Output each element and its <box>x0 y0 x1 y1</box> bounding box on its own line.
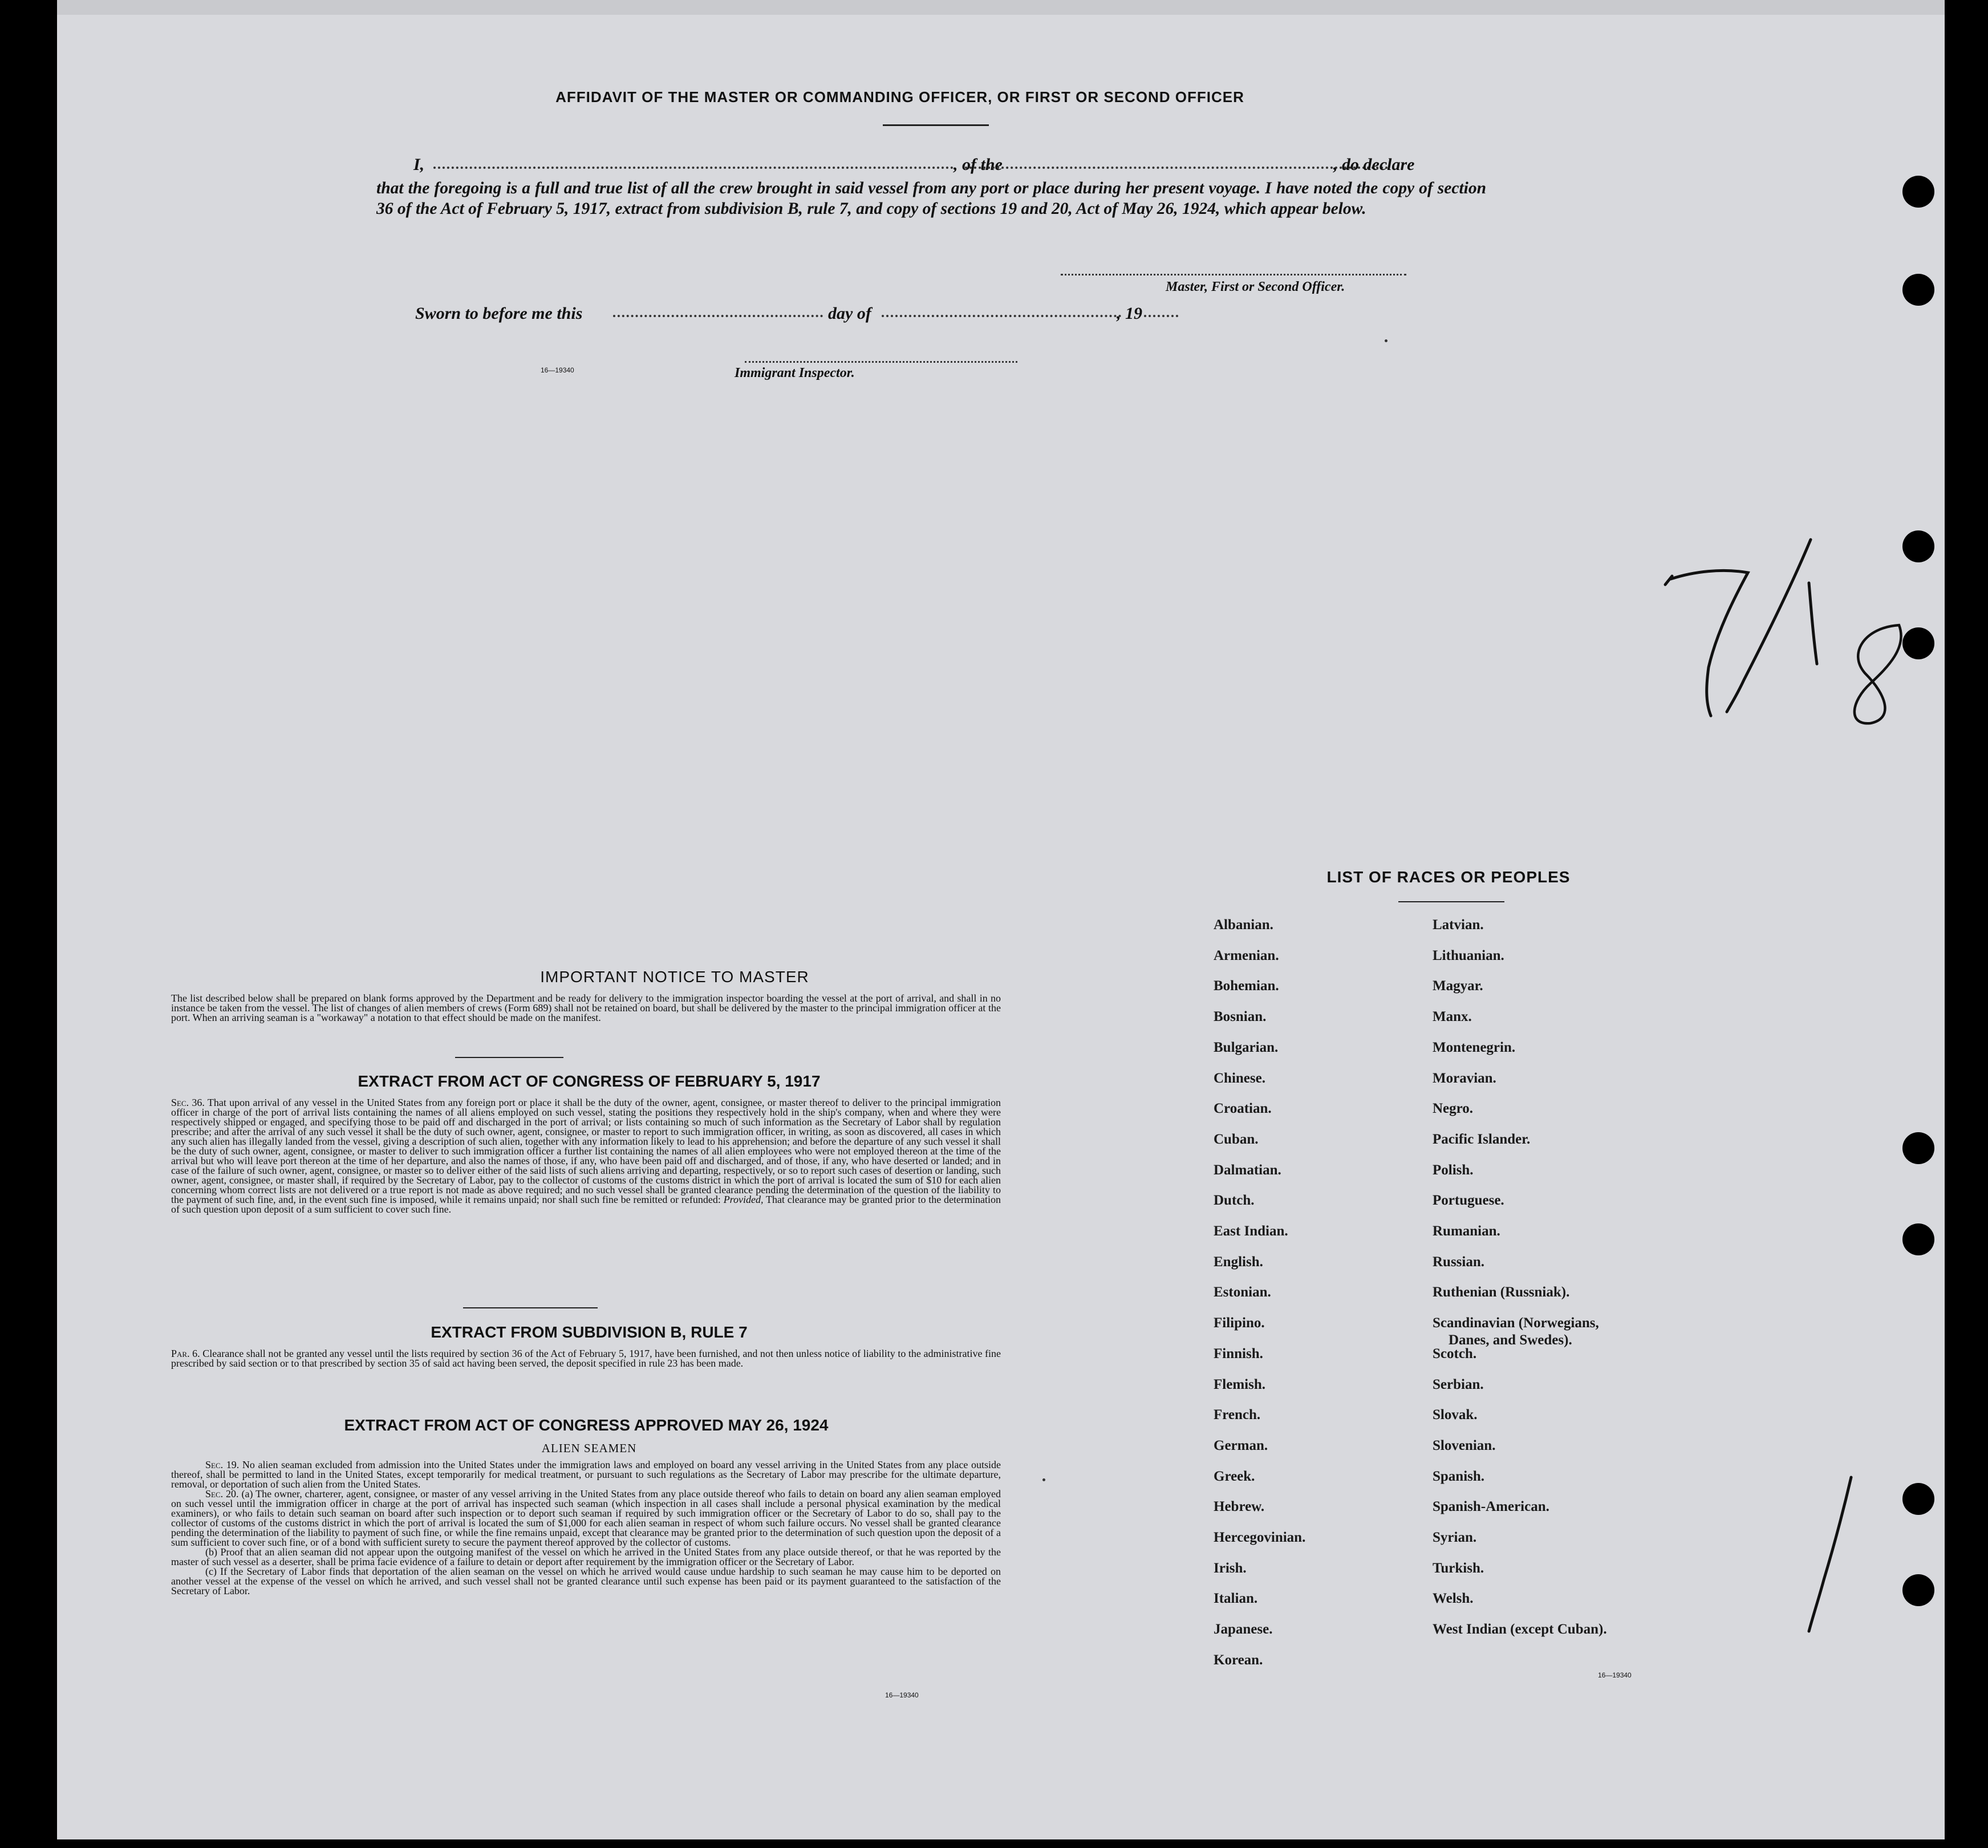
race-item: Korean. <box>1214 1652 1263 1668</box>
race-item: Japanese. <box>1214 1622 1273 1638</box>
race-item: Polish. <box>1433 1162 1474 1178</box>
race-item: Spanish-American. <box>1433 1499 1549 1515</box>
extract-1924-title: EXTRACT FROM ACT OF CONGRESS APPROVED MAY 26, 1924 <box>344 1416 829 1434</box>
section-19 <box>171 1460 1001 1489</box>
notice-body: The list described below shall be prepared on blank forms approved by the Department and be ready for delivery to the immigration inspector boarding the vessel at the port of arrival, and shall in no instance be taken from the vessel. The list of changes of alien members of crews (Form 689) shall not be retained on board, but shall be delivered by the master to the principal immigration officer at the port. When an arriving seaman is a "workaway" a notation to that effect should be made on the manifest. <box>171 992 1001 1023</box>
race-item: Estonian. <box>1214 1284 1271 1300</box>
races-title-rule <box>1398 901 1504 902</box>
signature-label: Master, First or Second Officer. <box>1166 279 1345 294</box>
paragraph-text: Clearance shall not be granted any vessel until the lists required by section 36 of the Act of February 5, 1917, have been furnished, and not then unless notice of liability to the administrative fine prescribed by said section or to that prescribed by section 35 of said act having been served, the deposit specified in rule 23 has been made. <box>171 1348 1001 1369</box>
declaration-do-declare: , do declare <box>1333 155 1415 174</box>
notice-title: IMPORTANT NOTICE TO MASTER <box>540 968 809 986</box>
inspector-signature-blank[interactable] <box>745 361 1017 363</box>
proviso-text: That clearance may be granted prior to the determination of such question upon deposit of a sum sufficient to cover such fine. <box>171 1194 1001 1215</box>
race-item: Syrian. <box>1433 1530 1477 1545</box>
section-label: Sec. 36. <box>171 1097 205 1108</box>
race-item: Turkish. <box>1433 1560 1484 1576</box>
extract-rule7-body <box>171 1349 1001 1368</box>
section-20a-text: (a) The owner, charterer, agent, consignee, or master of any vessel arriving in the United States from any place outside thereof who fails to detain on board any alien seaman employed on such vessel until the immigration officer in charge at the port of arrival has inspected such seaman (which inspection in all cases shall include a personal physical examination by the medical examiners), or who fails to detain such seaman on board after such inspection or to deport such seaman if required by such immigration officer or the Secretary of Labor to do so, shall pay to the collector of customs of the customs district in which the port of arrival is located the sum of $1,000 for each alien seaman in respect of whom such failure occurs. No vessel shall be granted clearance pending the determination of the liability to payment of such fine, or while the fine remains unpaid, except that clearance may be granted prior to the determination of such question upon the deposit of a sum sufficient to cover such fine, or of a bond with sufficient surety to secure the payment thereof approved by the collector of customs. <box>171 1488 1001 1548</box>
extract-1917-rule <box>463 1307 598 1308</box>
sworn-month-blank[interactable] <box>882 315 1121 317</box>
race-item: Croatian. <box>1214 1101 1272 1117</box>
race-item: Albanian. <box>1214 917 1273 933</box>
extract-1924-subtitle: ALIEN SEAMEN <box>541 1441 637 1455</box>
race-item: Armenian. <box>1214 947 1279 963</box>
race-item: Hebrew. <box>1214 1499 1265 1515</box>
ink-dot <box>1042 1478 1045 1481</box>
race-item: Slovak. <box>1433 1407 1478 1423</box>
race-item: Spanish. <box>1433 1468 1485 1484</box>
race-item: Bohemian. <box>1214 978 1279 994</box>
extract-1917-title: EXTRACT FROM ACT OF CONGRESS OF FEBRUARY 5, 1917 <box>358 1072 821 1090</box>
race-item: Hercegovinian. <box>1214 1530 1306 1545</box>
race-item: Flemish. <box>1214 1376 1265 1392</box>
race-item: Serbian. <box>1433 1376 1484 1392</box>
signature-blank[interactable] <box>1061 274 1406 275</box>
race-item: Scandinavian (Norwegians, <box>1433 1315 1599 1331</box>
race-item: Moravian. <box>1433 1070 1496 1086</box>
race-item: West Indian (except Cuban). <box>1433 1622 1607 1638</box>
proviso-label: Provided, <box>723 1194 764 1205</box>
race-item: Latvian. <box>1433 917 1484 933</box>
race-item: Chinese. <box>1214 1070 1265 1086</box>
race-item: Russian. <box>1433 1254 1485 1270</box>
race-item: East Indian. <box>1214 1223 1288 1239</box>
handwritten-number <box>1597 530 1916 736</box>
race-item: Finnish. <box>1214 1346 1263 1361</box>
race-item: Danes, and Swedes). <box>1449 1332 1572 1348</box>
binder-hole <box>1902 274 1934 306</box>
ink-dot <box>1385 339 1387 342</box>
race-item: Irish. <box>1214 1560 1247 1576</box>
sworn-prefix: Sworn to before me this <box>415 304 583 323</box>
extract-1924-body <box>171 1460 1001 1596</box>
section-20-label: Sec. 20. <box>205 1488 239 1500</box>
race-item: English. <box>1214 1254 1263 1270</box>
race-item: Dutch. <box>1214 1193 1255 1209</box>
sworn-day-blank[interactable] <box>613 315 823 317</box>
name-blank[interactable] <box>433 167 954 169</box>
race-item: Italian. <box>1214 1591 1258 1607</box>
race-item: Bosnian. <box>1214 1009 1267 1025</box>
race-item: Greek. <box>1214 1468 1255 1484</box>
race-item: Slovenian. <box>1433 1437 1496 1453</box>
sworn-day-of: day of <box>828 304 871 323</box>
race-item: Negro. <box>1433 1101 1474 1117</box>
binder-hole <box>1902 1132 1934 1164</box>
extract-1917-body <box>171 1098 1001 1214</box>
vessel-blank[interactable] <box>965 167 1388 169</box>
race-item: Scotch. <box>1433 1346 1477 1361</box>
declaration-of-the: , of the <box>954 155 1003 174</box>
notice-rule <box>455 1057 563 1058</box>
races-title: LIST OF RACES OR PEOPLES <box>1326 868 1571 886</box>
section-text: That upon arrival of any vessel in the United States from any foreign port or place it shall be the duty of the owner, agent, consignee, or master thereof to deliver to the principal immigration officer in charge of the port of arrival lists containing the names of all aliens employed on such vessel, stating the positions they respectively hold in the ship's company, when and where they were respectively shipped or engaged, and specifying those to be paid off and discharged in the port of arrival; or lists containing so much of such information as the Secretary of Labor shall by regulation prescribe; and after the arrival of any such vessel it shall be the duty of such owner, agent, consignee, or master to report to such immigration officer, in writing, as soon as discovered, all cases in which any such alien has illegally landed from the vessel, giving a description of such alien, together with any information likely to lead to his apprehension; and before the departure of any such vessel it shall be the duty of such owner, agent, consignee, or master to deliver to such immigration officer a further list containing the names of all alien employees who were not employed thereon at the time of the arrival but who will leave port thereon at the time of her departure, and also the names of those, if any, who have been paid off and discharged, and of those, if any, who have deserted or landed; and in case of the failure of such owner, agent, consignee, or master so to deliver either of the said lists of such aliens arriving and departing, respectively, or so to report such cases of desertion or landing, such owner, agent, consignee, or master shall, if required by the Secretary of Labor, pay to the collector of customs of the customs district in which the port of arrival is located the sum of $10 for each alien concerning whom correct lists are not delivered or a true report is not made as above required; and no such vessel shall be granted clearance pending the determination of the question of the liability to the payment of such fine, and, in the event such fine is imposed, while it remains unpaid; nor shall such fine be remitted or refunded: <box>171 1097 1001 1205</box>
sheet-top-edge <box>57 0 1945 15</box>
handwritten-mark <box>1796 1472 1865 1643</box>
race-item: Filipino. <box>1214 1315 1265 1331</box>
race-item: Cuban. <box>1214 1131 1259 1147</box>
binder-hole <box>1902 1223 1934 1255</box>
race-item: Dalmatian. <box>1214 1162 1281 1178</box>
race-item: Rumanian. <box>1433 1223 1500 1239</box>
race-item: German. <box>1214 1437 1268 1453</box>
section-19-text: No alien seaman excluded from admission into the United States under the immigration laws and employed on board any vessel arriving in the United States from any place outside thereof, shall be permitted to land in the United States, except temporarily for medical treatment, or pursuant to such regulations as the Secretary of Labor may prescribe for the ultimate departure, removal, or deportation of such alien from the United States. <box>171 1459 1001 1490</box>
race-item: Welsh. <box>1433 1591 1474 1607</box>
affidavit-body: that the foregoing is a full and true list of all the crew brought in said vessel from any port or place during her present voyage. I have noted the copy of section 36 of the Act of February 5, 1917, extract from subdivision B, rule 7, and copy of sections 19 and 20, Act of May 26, 1924, which appear below. <box>376 179 1486 218</box>
binder-hole <box>1902 1483 1934 1515</box>
race-item: Manx. <box>1433 1009 1472 1025</box>
declaration-i: I, <box>413 155 425 174</box>
binder-hole <box>1902 627 1934 659</box>
binder-hole <box>1902 176 1934 208</box>
form-sheet <box>57 0 1945 1839</box>
race-item: French. <box>1214 1407 1261 1423</box>
affidavit-title-rule <box>883 124 989 126</box>
affidavit-form-number: 16—19340 <box>541 366 574 374</box>
race-item: Lithuanian. <box>1433 947 1504 963</box>
paragraph-label: Par. 6. <box>171 1348 200 1359</box>
race-item: Ruthenian (Russniak). <box>1433 1284 1570 1300</box>
inspector-label: Immigrant Inspector. <box>735 366 855 380</box>
race-item: Montenegrin. <box>1433 1039 1516 1055</box>
race-item: Pacific Islander. <box>1433 1131 1531 1147</box>
affidavit-title: AFFIDAVIT OF THE MASTER OR COMMANDING OFFICER, OR FIRST OR SECOND OFFICER <box>555 88 1244 106</box>
sworn-year-blank[interactable] <box>1144 315 1178 317</box>
extract-rule7-title: EXTRACT FROM SUBDIVISION B, RULE 7 <box>431 1323 748 1341</box>
extract-form-number: 16—19340 <box>885 1691 919 1699</box>
race-item: Magyar. <box>1433 978 1483 994</box>
binder-hole <box>1902 1574 1934 1606</box>
section-20a <box>171 1489 1001 1547</box>
race-item: Bulgarian. <box>1214 1039 1279 1055</box>
race-item: Portuguese. <box>1433 1193 1504 1209</box>
section-20c: (c) If the Secretary of Labor finds that deportation of the alien seaman on the vessel on which he arrived would cause undue hardship to such seaman he may cause him to be deported on another vessel at the expense of the vessel on which he arrived, and such vessel shall not be granted clearance until such expense has been paid or its payment guaranteed to the satisfaction of the Secretary of Labor. <box>171 1566 1001 1596</box>
sworn-year: , 19 <box>1117 304 1142 323</box>
binder-hole <box>1902 530 1934 562</box>
section-19-label: Sec. 19. <box>205 1459 240 1470</box>
section-20b: (b) Proof that an alien seaman did not appear upon the outgoing manifest of the vessel on which he arrived in the United States from any place outside thereof, or that he was reported by the master of such vessel as a deserter, shall be prima facie evidence of a failure to detain or deport after requirement by the immigration officer or the Secretary of Labor. <box>171 1546 1001 1567</box>
races-form-number: 16—19340 <box>1598 1671 1632 1679</box>
